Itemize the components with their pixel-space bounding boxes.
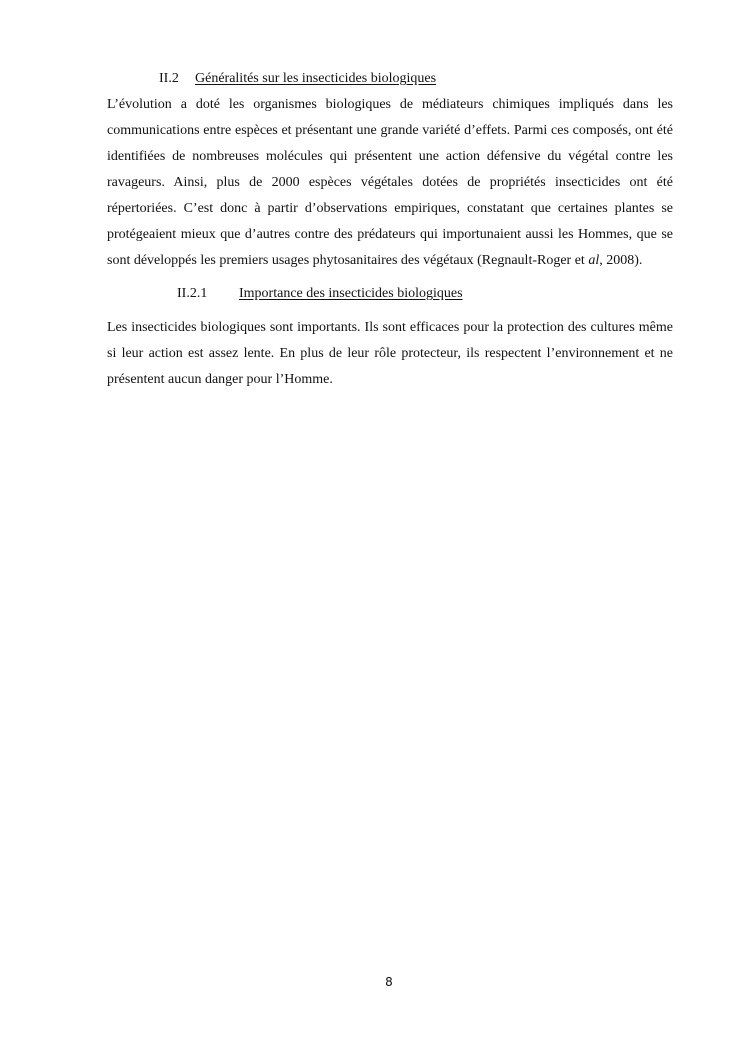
paragraph-text-end: , 2008). [599,253,643,268]
subsection-number: II.2.1 [177,286,208,301]
subsection-paragraph: Les insecticides biologiques sont importants. Ils sont efficaces pour la protection des cultures même si leur action est assez lente. En plus de leur rôle protecteur, ils respectent l’environnement et ne présentent aucun danger pour l’Homme. [107,320,673,387]
section-number: II.2 [159,71,179,86]
page-number: 8 [385,975,393,989]
paragraph-text: L’évolution a doté les organismes biologiques de médiateurs chimiques impliqués dans les communications entre espèces et présentant une grande variété d’effets. Parmi ces composés, ont été identifiées de nombreuses molécules qui présentent une action défensive du végétal contre les ravageurs. Ainsi, plus de 2000 espèces végétales dotées de propriétés insecticides ont été répertoriées. C’est donc à partir d’observations empiriques, constatant que certaines plantes se protégeaient mieux que d’autres contre des prédateurs qui importunaient aussi les Hommes, que se sont développés les premiers usages phytosanitaires des végétaux (Regnault-Roger et [107,97,673,268]
citation-italic: al [588,253,600,268]
section-paragraph [107,92,673,274]
page-content [107,69,673,393]
subsection-heading [107,284,673,304]
subsection-title: Importance des insecticides biologiques [239,286,463,301]
section-heading [107,69,673,89]
section-title: Généralités sur les insecticides biologiques [195,71,437,86]
